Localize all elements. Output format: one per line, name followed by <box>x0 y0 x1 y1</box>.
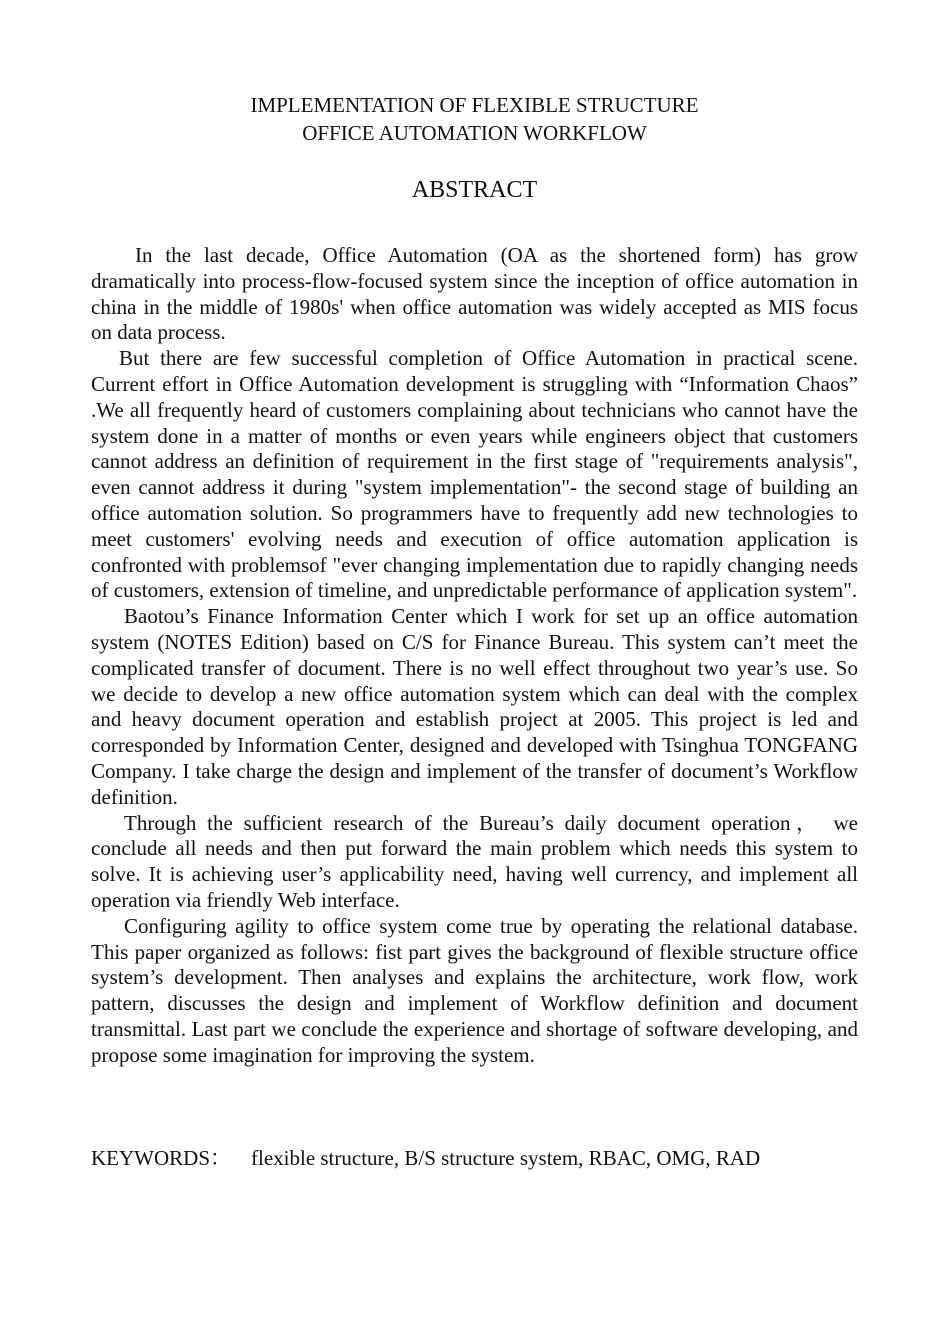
keywords-value: flexible structure, B/S structure system, RBAC, OMG, RAD <box>251 1146 761 1170</box>
keywords-label: KEYWORDS： <box>91 1146 231 1170</box>
abstract-paragraph-5: Configuring agility to office system come true by operating the relational database. This paper organized as follows: fist part gives the background of flexible structure office system’s development. Then analyses and explains the architecture, work flow, work pattern, discusses the design and implement of Workflow definition and document transmittal. Last part we conclude the experience and shortage of software developing, and propose some imagination for improving the system. <box>91 913 858 1067</box>
keywords-line <box>91 1145 760 1171</box>
abstract-paragraph-1: In the last decade, Office Automation (OA as the shortened form) has grow dramatically into process-flow-focused system since the inception of office automation in china in the middle of 1980s' when office automation was widely accepted as MIS focus on data process. <box>91 243 858 345</box>
abstract-paragraph-2: But there are few successful completion of Office Automation in practical scene. Current effort in Office Automation development is struggling with “Information Chaos” .We all frequently heard of customers complaining about technicians who cannot have the system done in a matter of months or even years while engineers object that customers cannot address an definition of requirement in the first stage of "requirements analysis", even cannot address it during "system implementation"- the second stage of building an office automation solution. So programmers have to frequently add new technologies to meet customers' evolving needs and execution of office automation application is confronted with problemsof "ever changing implementation due to rapidly changing needs of customers, extension of timeline, and unpredictable performance of application system". <box>91 346 858 603</box>
title-line-2: OFFICE AUTOMATION WORKFLOW <box>302 121 647 145</box>
title-line-1: IMPLEMENTATION OF FLEXIBLE STRUCTURE <box>250 93 699 117</box>
abstract-body <box>91 243 858 1069</box>
abstract-paragraph-3: Baotou’s Finance Information Center which I work for set up an office automation system (NOTES Edition) based on C/S for Finance Bureau. This system can’t meet the complicated transfer of document. There is no well effect throughout two year’s use. So we decide to develop a new office automation system which can deal with the complex and heavy document operation and establish project at 2005. This project is led and corresponded by Information Center, designed and developed with Tsinghua TONGFANG Company. I take charge the design and implement of the transfer of document’s Workflow definition. <box>91 604 858 809</box>
abstract-heading: ABSTRACT <box>411 177 538 203</box>
abstract-paragraph-4: Through the sufficient research of the Bureau’s daily document operation， we conclude all needs and then put forward the main problem which needs this system to solve. It is achieving user’s applicability need, having well currency, and implement all operation via friendly Web interface. <box>91 810 858 912</box>
